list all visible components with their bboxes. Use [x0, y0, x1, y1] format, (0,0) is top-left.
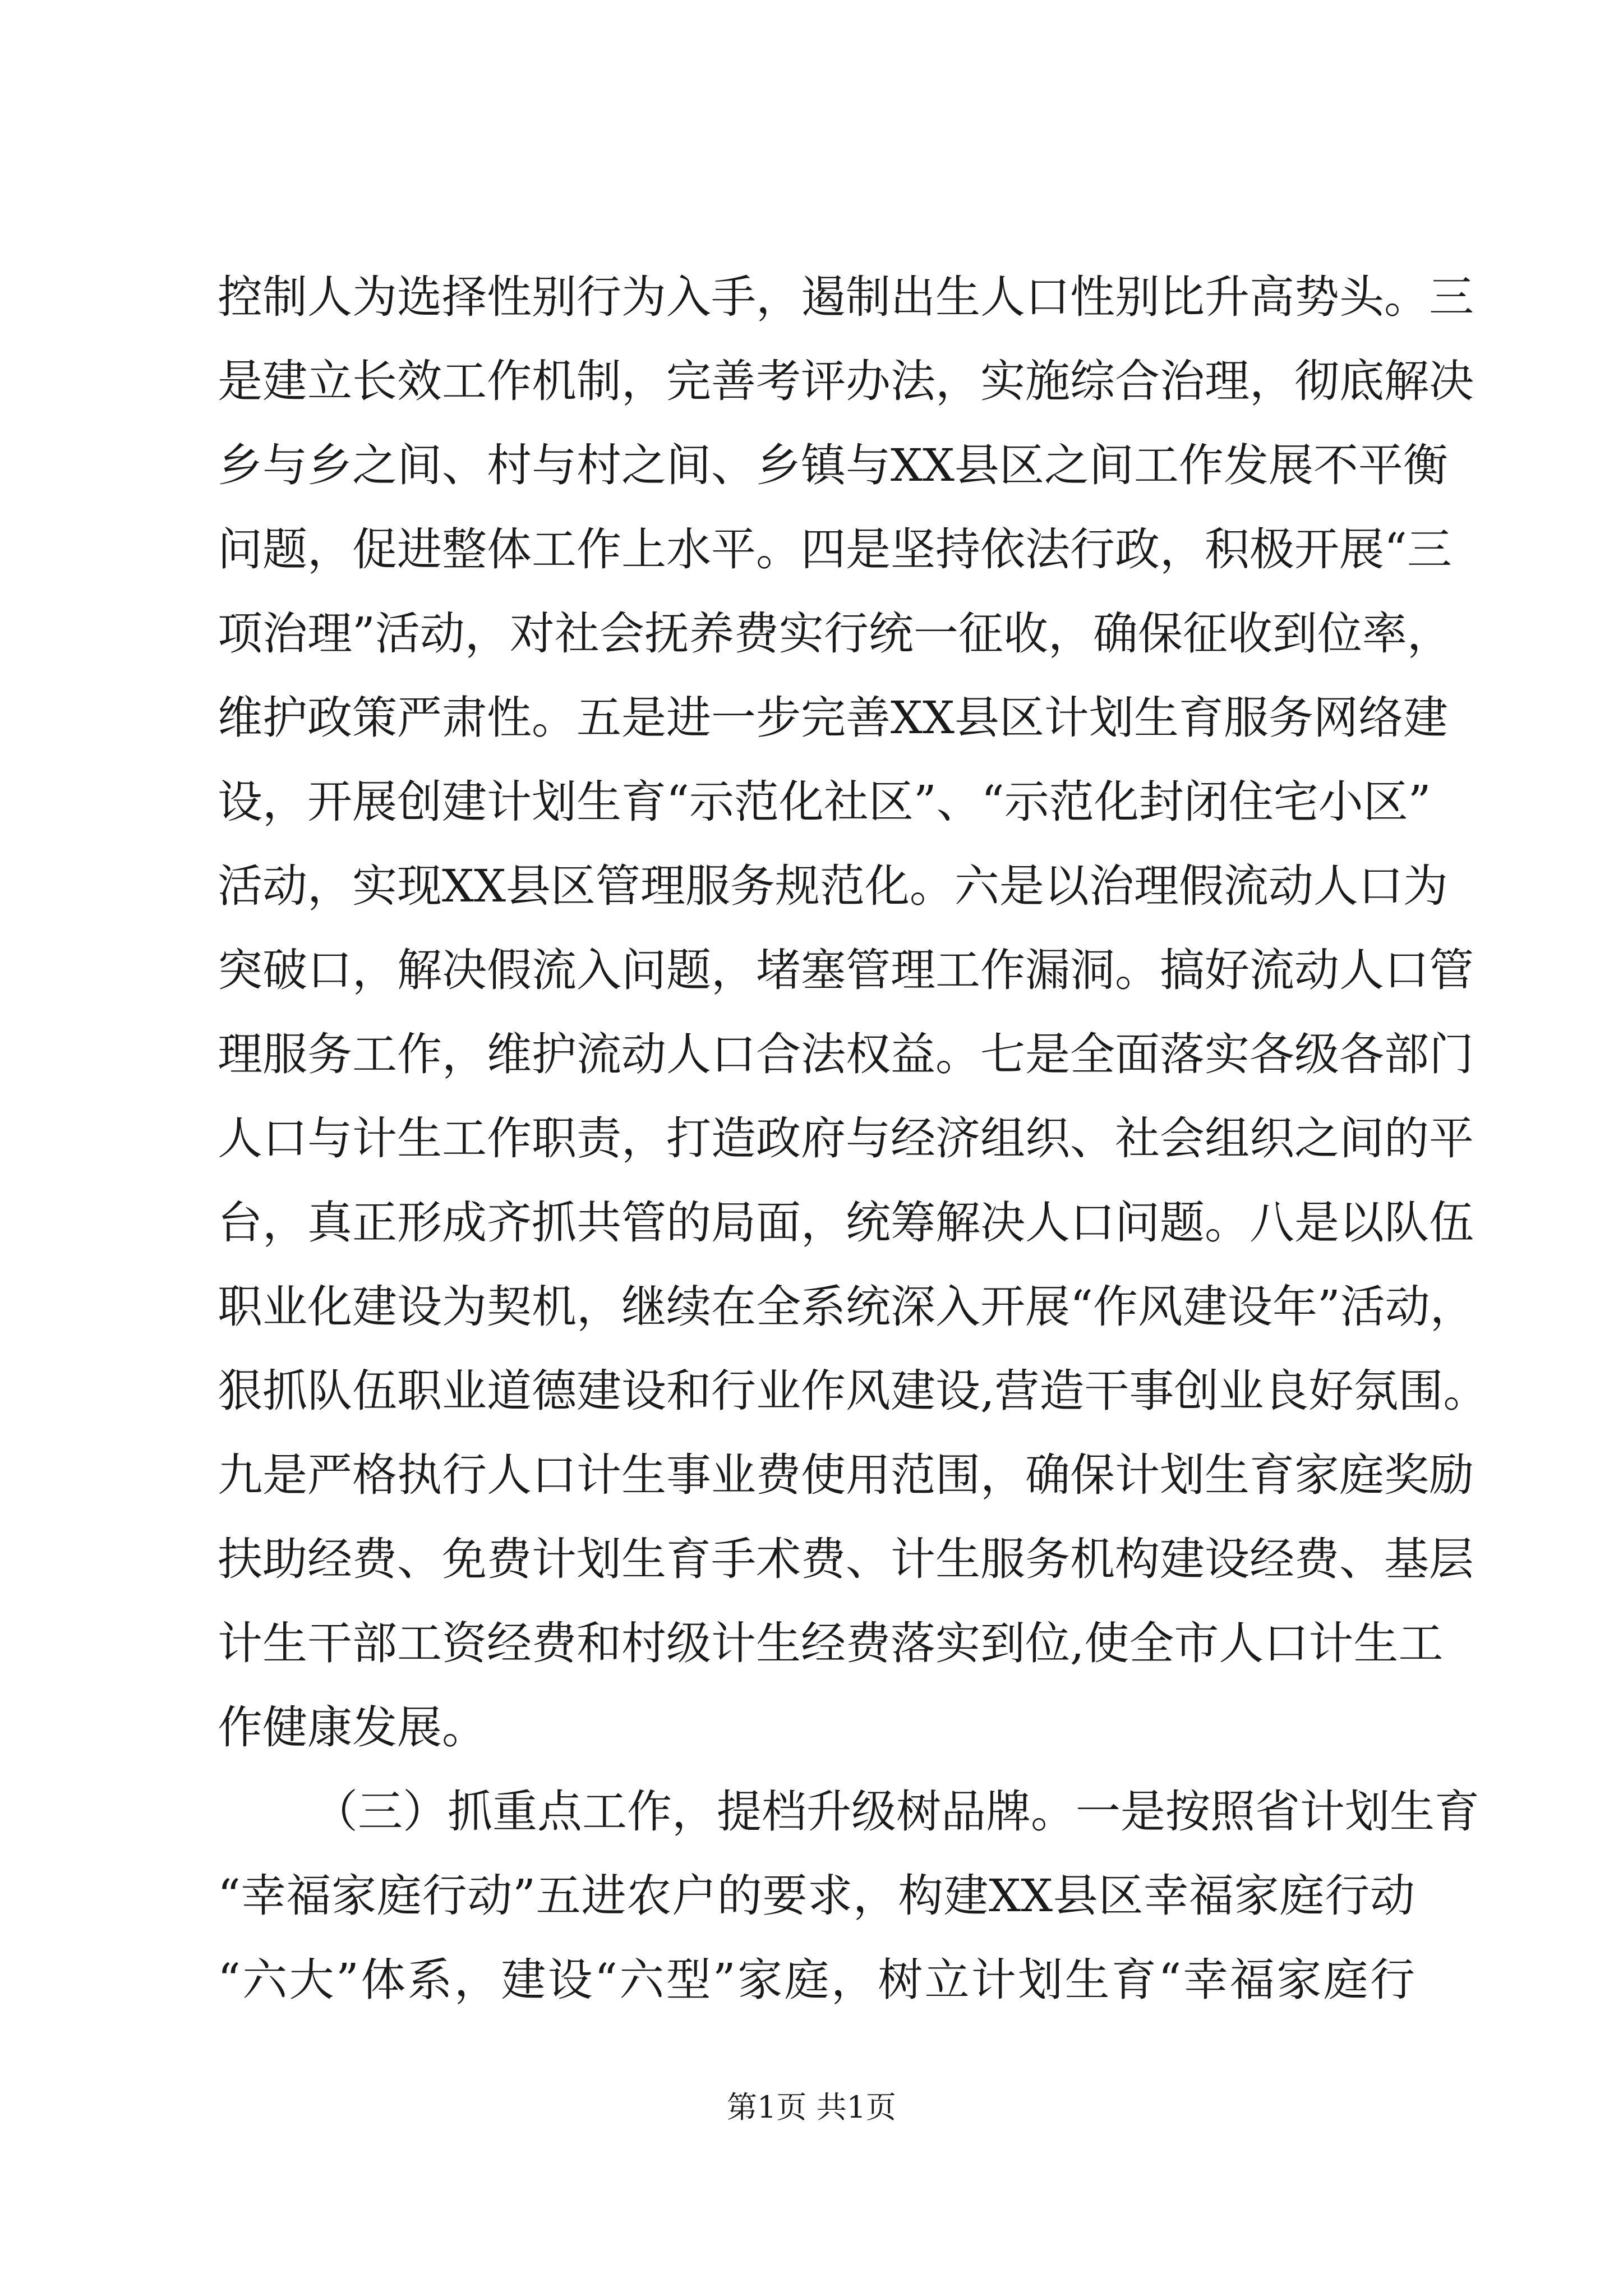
text-line: 九是严格执行人口计生事业费使用范围，确保计划生育家庭奖励 [218, 1449, 1474, 1501]
text-line: 活动，实现XX县区管理服务规范化。六是以治理假流动人口为 [218, 860, 1448, 912]
text-line: 扶助经费、免费计划生育手术费、计生服务机构建设经费、基层 [218, 1533, 1474, 1585]
text-line: 是建立长效工作机制，完善考评办法，实施综合治理，彻底解决 [218, 355, 1474, 407]
text-line: “幸福家庭行动”五进农户的要求，构建XX县区幸福家庭行动 [218, 1870, 1415, 1922]
text-line: 控制人为选择性别行为入手，遏制出生人口性别比升高势头。三 [218, 271, 1474, 323]
text-line: 设，开展创建计划生育“示范化社区”、“示范化封闭住宅小区” [218, 776, 1431, 828]
text-line: 计生干部工资经费和村级计生经费落实到位,使全市人口计生工 [218, 1617, 1444, 1669]
text-line: 职业化建设为契机，继续在全系统深入开展“作风建设年”活动， [218, 1281, 1475, 1333]
text-line: 人口与计生工作职责，打造政府与经济组织、社会组织之间的平 [218, 1112, 1474, 1165]
text-line: 乡与乡之间、村与村之间、乡镇与XX县区之间工作发展不平衡 [218, 439, 1448, 491]
text-line: 项治理”活动，对社会抚养费实行统一征收，确保征收到位率， [218, 608, 1452, 660]
text-line: “六大”体系，建设“六型”家庭，树立计划生育“幸福家庭行 [218, 1954, 1415, 2006]
text-line: 作健康发展。 [218, 1701, 487, 1754]
text-line: 维护政策严肃性。五是进一步完善XX县区计划生育服务网络建 [218, 692, 1448, 744]
text-line: 理服务工作，维护流动人口合法权益。七是全面落实各级各部门 [218, 1028, 1474, 1080]
text-line: 问题，促进整体工作上水平。四是坚持依法行政，积极开展“三 [218, 523, 1452, 576]
text-line: 突破口，解决假流入问题，堵塞管理工作漏洞。搞好流动人口管 [218, 944, 1474, 996]
text-line: 台，真正形成齐抓共管的局面，统筹解决人口问题。八是以队伍 [218, 1197, 1474, 1249]
page-footer: 第1页 共1页 [727, 2090, 896, 2125]
text-line: （三）抓重点工作，提档升级树品牌。一是按照省计划生育 [313, 1786, 1479, 1838]
text-line: 狠抓队伍职业道德建设和行业作风建设,营造干事创业良好氛围。 [218, 1365, 1488, 1417]
